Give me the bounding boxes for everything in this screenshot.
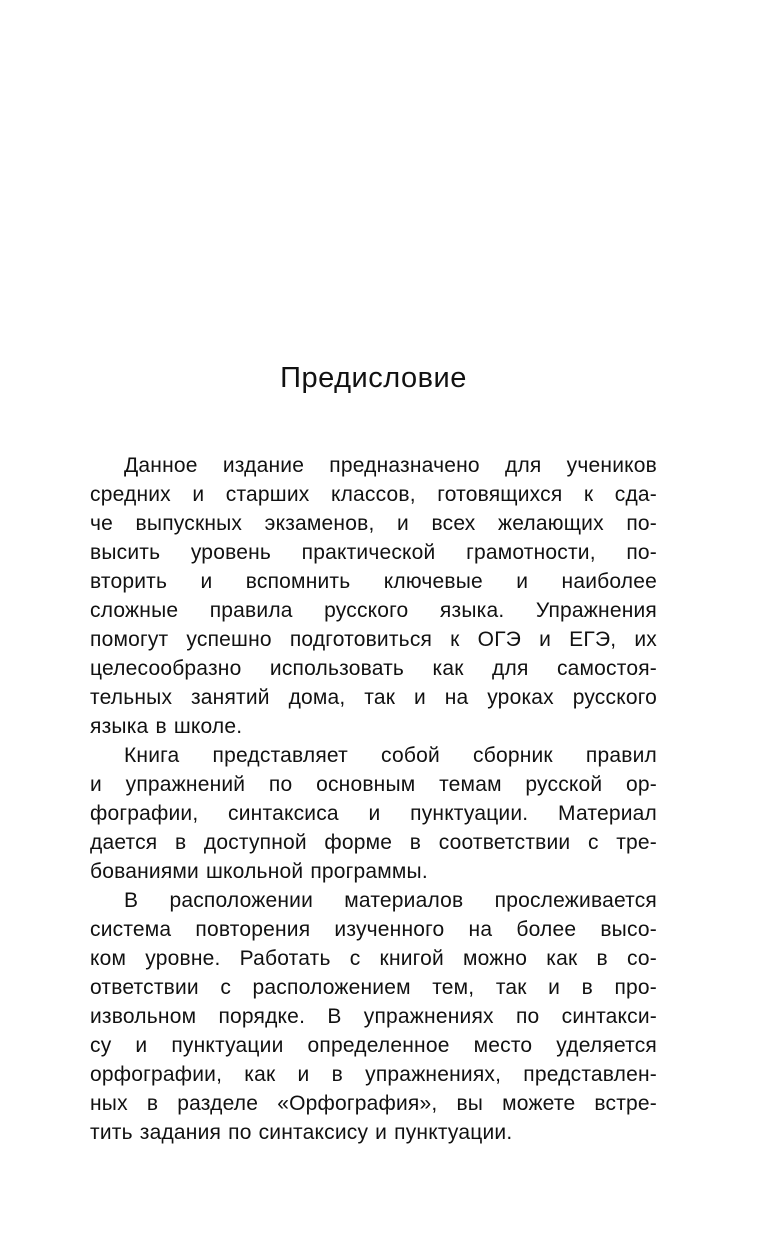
text-line: высить уровень практической грамотности, по- [90, 541, 657, 564]
text-line: фографии, синтаксиса и пунктуации. Материал [90, 802, 657, 825]
text-line: су и пунктуации определенное место уделяется [90, 1034, 657, 1057]
text-line: система повторения изученного на более высо- [90, 918, 657, 941]
text-line: средних и старших классов, готовящихся к сда- [90, 483, 657, 506]
text-line: Данное издание предназначено для учеников [124, 454, 657, 477]
text-line: В расположении материалов прослеживается [124, 889, 657, 912]
page-body [90, 451, 657, 1147]
text-line: вторить и вспомнить ключевые и наиболее [90, 570, 657, 593]
text-line: Книга представляет собой сборник правил [124, 744, 657, 767]
page-title: Предисловие [280, 362, 467, 394]
text-line: ных в разделе «Орфография», вы можете встре- [90, 1092, 657, 1115]
text-line: извольном порядке. В упражнениях по синтакси- [90, 1005, 657, 1028]
text-line: тельных занятий дома, так и на уроках русского [90, 686, 657, 709]
text-line: и упражнений по основным темам русской ор- [90, 773, 657, 796]
text-line: ответствии с расположением тем, так и в про- [90, 976, 657, 999]
text-line: ком уровне. Работать с книгой можно как в со- [90, 947, 657, 970]
text-column [90, 0, 657, 1147]
text-line: помогут успешно подготовиться к ОГЭ и ЕГЭ, их [90, 628, 657, 651]
text-line: бованиями школьной программы. [90, 860, 428, 883]
text-line: че выпускных экзаменов, и всех желающих по- [90, 512, 657, 535]
paragraph [90, 451, 657, 741]
text-line: целесообразно использовать как для самостоя- [90, 657, 657, 680]
text-line: языка в школе. [90, 715, 243, 738]
paragraph [90, 886, 657, 1147]
paragraph [90, 741, 657, 886]
text-line: сложные правила русского языка. Упражнения [90, 599, 657, 622]
text-line: дается в доступной форме в соответствии с тре- [90, 831, 657, 854]
text-line: тить задания по синтаксису и пунктуации. [90, 1121, 513, 1144]
text-line: орфографии, как и в упражнениях, представлен- [90, 1063, 657, 1086]
